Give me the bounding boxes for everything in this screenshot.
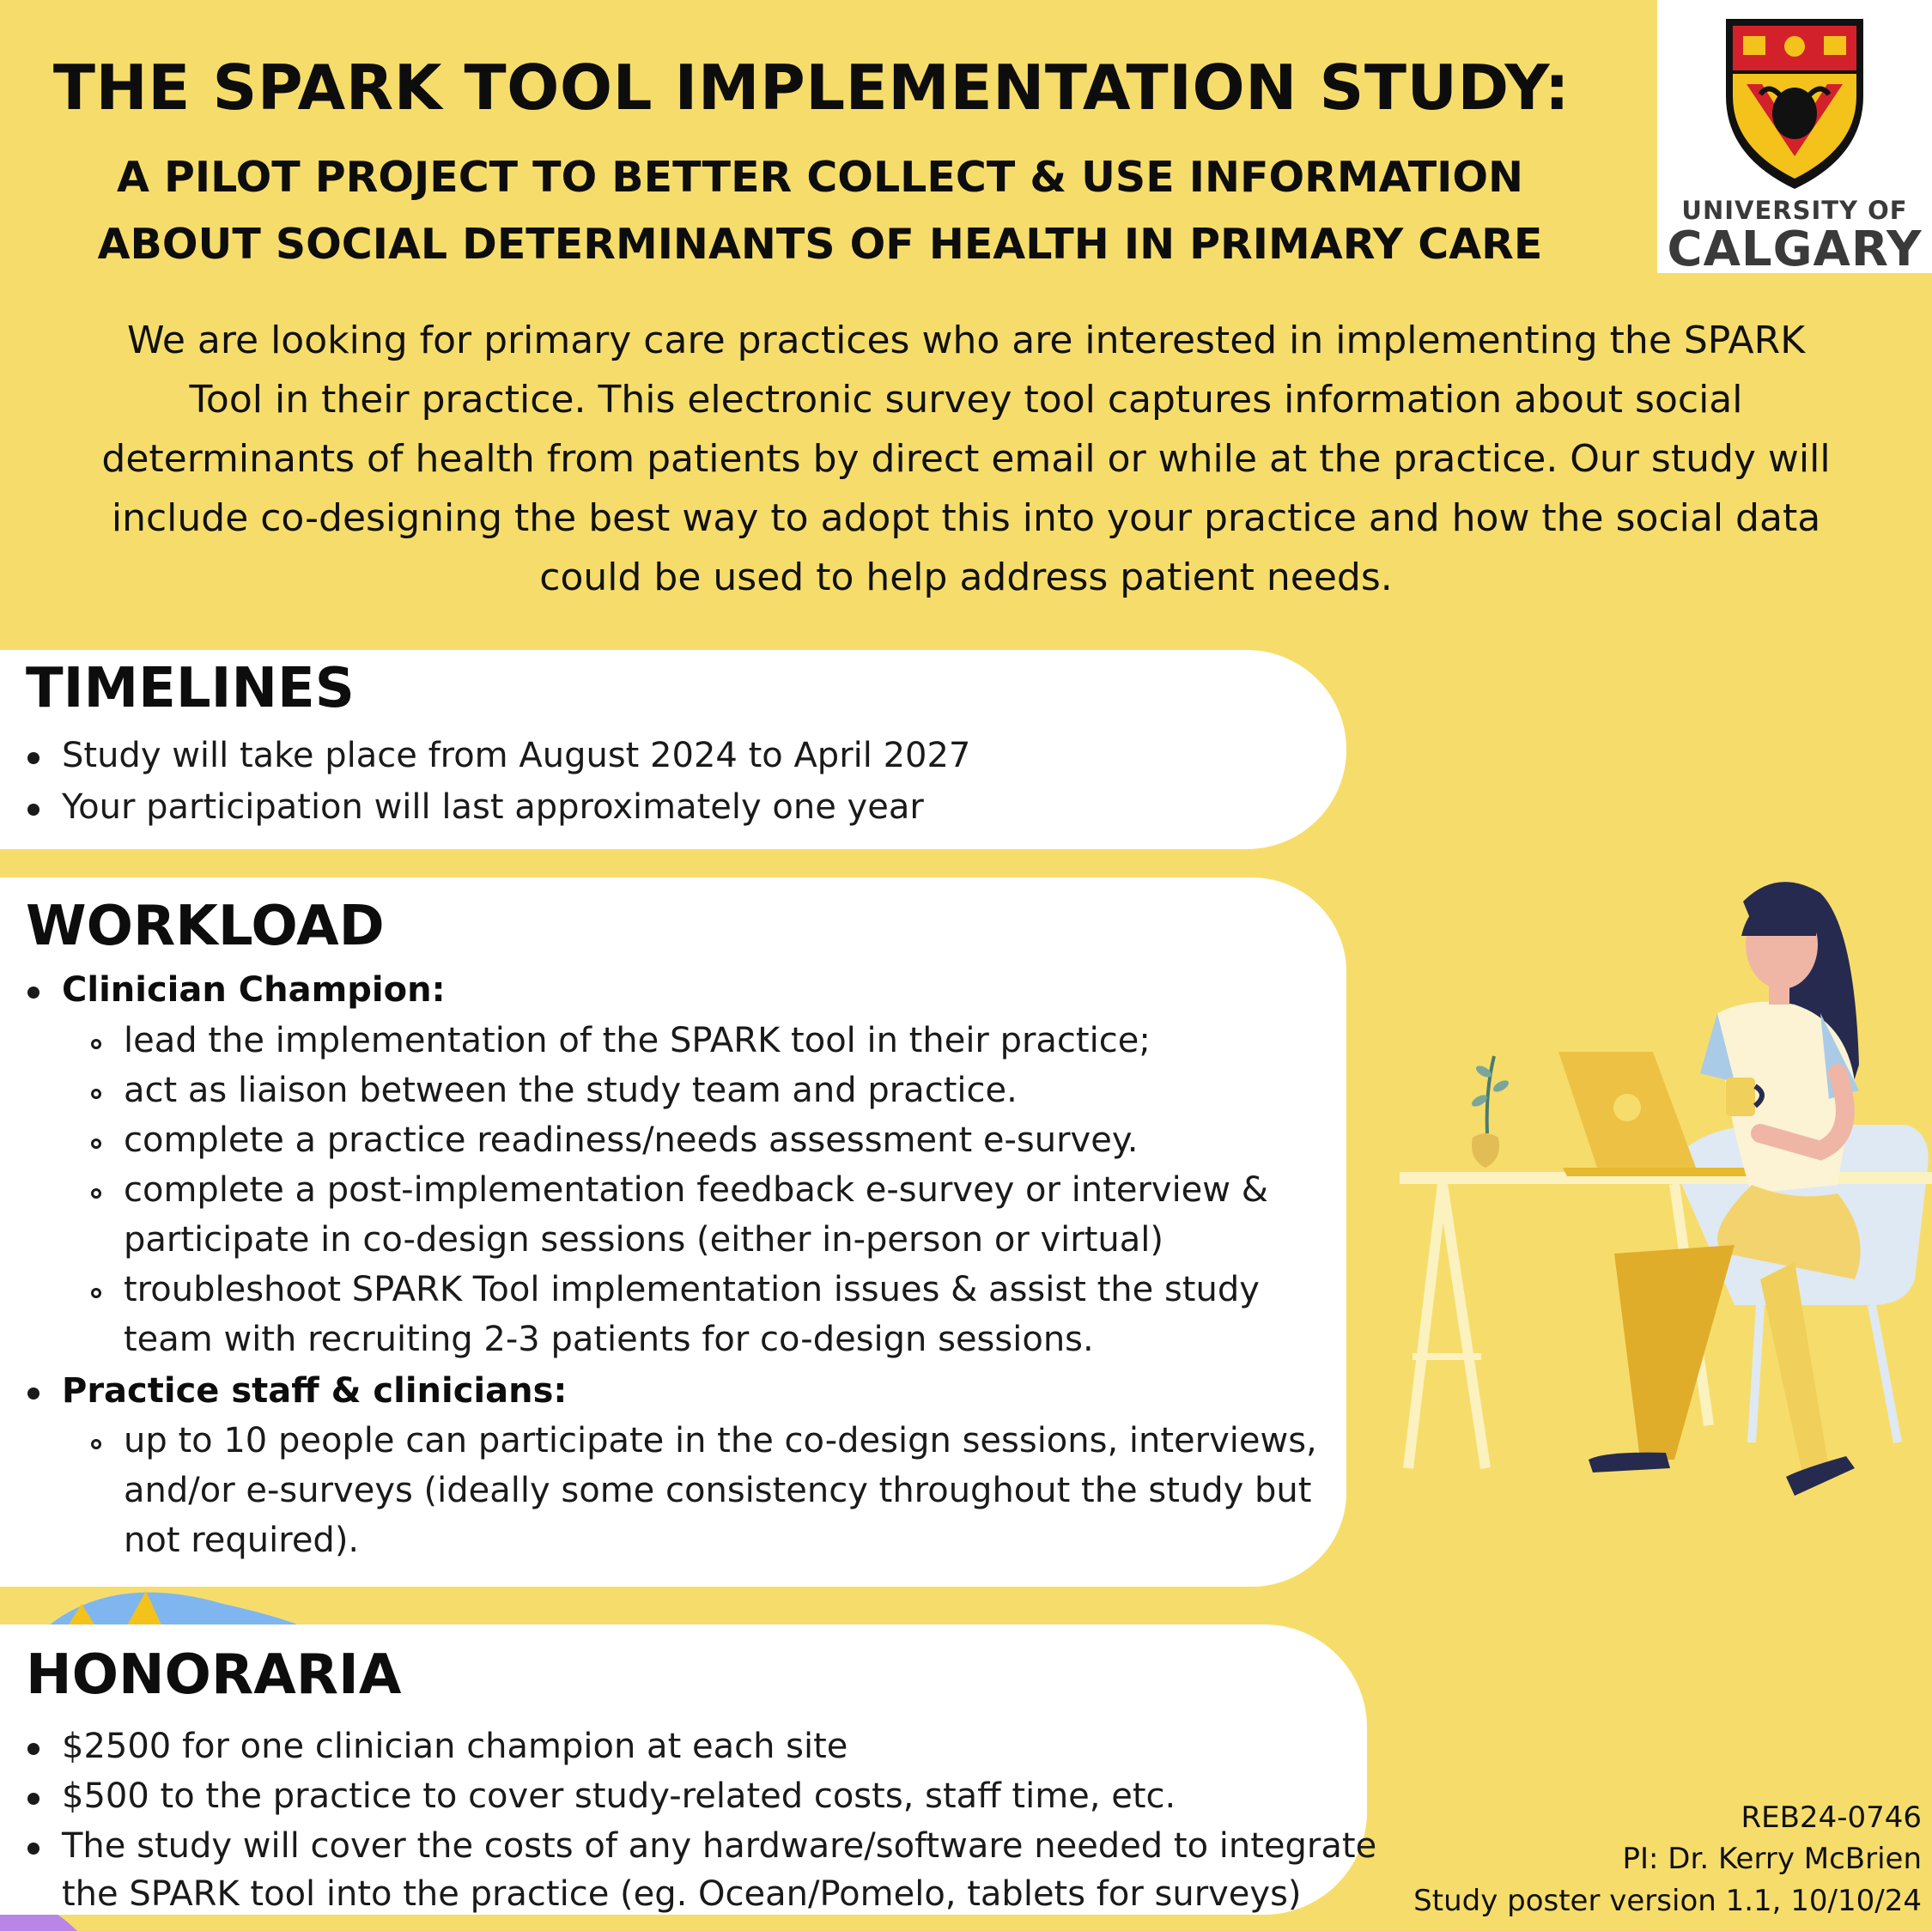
bullet-icon [27,1793,39,1805]
champion-item: complete a post-implementation feedback e-survey or interview & [124,1170,1268,1210]
bullet-icon [27,804,39,816]
intro-line: We are looking for primary care practices who are interested in implementing the SPARK [126,319,1806,362]
intro-paragraph [52,311,1880,607]
logo-text-calgary: CALGARY [1667,222,1923,277]
sub-bullet-icon [91,1039,101,1049]
champion-item: lead the implementation of the SPARK tool in their practice; [124,1021,1151,1060]
workload-heading: WORKLOAD [26,895,385,958]
intro-line: determinants of health from patients by direct email or while at the practice. Our study will [101,437,1831,481]
staff-item-continued: not required). [124,1521,360,1560]
staff-item: up to 10 people can participate in the co-design sessions, interviews, [124,1421,1317,1460]
subtitle-line: ABOUT SOCIAL DETERMINANTS OF HEALTH IN PRIMARY CARE [97,220,1543,269]
practice-staff-label: Practice staff & clinicians: [62,1371,568,1411]
bullet-icon [27,1388,39,1400]
sub-bullet-icon [91,1089,101,1099]
sub-bullet-icon [91,1439,101,1449]
intro-line: Tool in their practice. This electronic survey tool captures information about social [189,378,1743,422]
poster-version: Study poster version 1.1, 10/10/24 [1413,1884,1922,1918]
principal-investigator: PI: Dr. Kerry McBrien [1622,1842,1922,1876]
honoraria-item: $2500 for one clinician champion at each site [62,1727,848,1766]
university-crest-icon [1717,10,1872,195]
honoraria-heading: HONORARIA [26,1643,402,1707]
staff-item-continued: and/or e-surveys (ideally some consistency throughout the study but [124,1471,1312,1510]
timelines-card [0,650,1346,849]
bullet-icon [27,987,39,999]
bullet-icon [27,752,39,764]
reb-number: REB24-0746 [1741,1800,1922,1835]
champion-item: complete a practice readiness/needs assessment e-survey. [124,1120,1139,1160]
timelines-item: Your participation will last approximately one year [62,787,924,827]
intro-line: include co-designing the best way to adopt this into your practice and how the social data [111,496,1821,540]
subtitle-line: A PILOT PROJECT TO BETTER COLLECT & USE INFORMATION [116,153,1524,202]
logo-text-university: UNIVERSITY OF [1681,196,1908,225]
timelines-heading: TIMELINES [26,657,355,720]
workload-card [0,877,1346,1587]
university-logo [1657,0,1932,277]
honoraria-item: The study will cover the costs of any hardware/software needed to integrate [62,1826,1377,1866]
sub-bullet-icon [91,1188,101,1199]
champion-item-continued: team with recruiting 2-3 patients for co-design sessions. [124,1320,1094,1359]
bullet-icon [27,1843,39,1855]
sub-bullet-icon [91,1139,101,1149]
timelines-item: Study will take place from August 2024 to April 2027 [62,736,971,775]
page-subtitle [52,144,1589,278]
honoraria-item-continued: the SPARK tool into the practice (eg. Ocean/Pomelo, tablets for surveys) [62,1874,1302,1914]
honoraria-item: $500 to the practice to cover study-related costs, staff time, etc. [62,1776,1176,1816]
champion-item: act as liaison between the study team and practice. [124,1071,1018,1110]
sub-bullet-icon [91,1288,101,1298]
intro-line: could be used to help address patient needs. [539,556,1393,599]
clinician-champion-label: Clinician Champion: [62,970,446,1010]
page-title: THE SPARK TOOL IMPLEMENTATION STUDY: [52,52,1571,124]
champion-item-continued: participate in co-design sessions (either in-person or virtual) [124,1220,1163,1260]
woman-at-desk-illustration [1391,876,1932,1528]
bullet-icon [27,1743,39,1755]
champion-item: troubleshoot SPARK Tool implementation issues & assist the study [124,1270,1260,1309]
honoraria-card [0,1624,1377,1915]
